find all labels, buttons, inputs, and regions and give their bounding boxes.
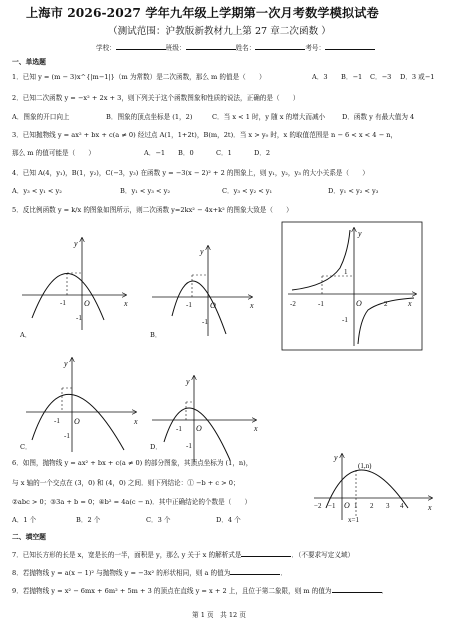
tick-y-neg1: -1 <box>76 314 82 322</box>
question-2-text: 2．已知二次函数 y = −x² + 2x + 3，则下列关于这个函数图象和性质的说法，正确的是（ ） <box>12 94 300 102</box>
graph-c-label[interactable]: C． <box>20 443 32 451</box>
question-8-tail: ． <box>280 569 287 577</box>
axis-of-symmetry-label: x=1 <box>348 516 359 524</box>
question-3-option-d[interactable]: D．2 <box>254 149 271 157</box>
question-3-option-a[interactable]: A．−1 <box>144 149 166 157</box>
name-field[interactable] <box>255 44 305 50</box>
question-4-text: 4．已知 A(4，y₁)，B(1，y₂)，C(−3，y₃) 在函数 y = −3(x − 2)² + 2 的图象上，则 y₁，y₂，y₃ 的大小关系是（ ） <box>12 169 369 177</box>
question-3-line-2: 那么 m 的值可能是（ ） <box>12 149 95 157</box>
school-field[interactable] <box>116 44 166 50</box>
page-footer: 第 1 页 共 12 页 <box>192 611 246 619</box>
tick-y-1: 1 <box>344 268 348 276</box>
question-5-graph-b <box>150 242 258 338</box>
origin-label: O <box>210 301 216 310</box>
name-label: 姓名： <box>235 44 256 52</box>
number-field[interactable] <box>325 44 375 50</box>
question-5-inverse-function-graph <box>282 222 422 350</box>
question-1-option-a[interactable]: A．3 <box>312 73 328 81</box>
origin-label: O <box>196 424 202 433</box>
tick-2: 2 <box>384 300 388 308</box>
tick-2: 2 <box>370 502 374 510</box>
question-4-option-d[interactable]: D．y₁ < y₂ < y₃ <box>328 187 379 195</box>
question-7-text: 7．已知长方形的长是 x，宽是长的一半，面积是 y，那么 y 关于 x 的解析式是 <box>12 551 242 559</box>
axis-y-label: y <box>334 453 338 462</box>
section-heading-fill-in: 二、填空题 <box>12 533 46 541</box>
question-7-tail: ．（不要求写定义域） <box>291 551 355 559</box>
tick-neg1: -1 <box>54 417 60 425</box>
tick-4: 4 <box>400 502 404 510</box>
question-3-option-c[interactable]: C．1 <box>216 149 232 157</box>
question-1-option-d[interactable]: D．3 或−1 <box>400 73 435 81</box>
axis-x-label: x <box>250 301 254 310</box>
question-2-option-c[interactable]: C．当 x < 1 时，y 随 x 的增大而减小 <box>212 113 326 121</box>
origin-label: O <box>84 299 90 308</box>
student-info-row <box>96 44 375 52</box>
tick-neg1: -1 <box>186 301 192 309</box>
question-6-line-1: 6．如图，抛物线 y = ax² + bx + c(a ≠ 0) 的部分图象，其顶点坐标为 (1，n)， <box>12 459 253 467</box>
class-field[interactable] <box>186 44 236 50</box>
tick-neg2: -2 <box>290 300 296 308</box>
origin-label: O <box>356 299 362 308</box>
origin-label: O <box>74 417 80 426</box>
question-2-option-a[interactable]: A．图象的开口向上 <box>12 113 70 121</box>
question-4-option-b[interactable]: B．y₁ < y₃ < y₂ <box>120 187 170 195</box>
tick-neg2: −2 <box>314 502 322 510</box>
number-label: 考号： <box>305 44 326 52</box>
tick-y-neg1: -1 <box>186 442 192 450</box>
school-label: 学校： <box>96 44 116 52</box>
tick-y-neg1: -1 <box>64 432 70 440</box>
tick-1: 1 <box>354 502 358 510</box>
question-7 <box>12 551 354 559</box>
axis-x-label: x <box>134 417 138 426</box>
tick-neg1: -1 <box>318 300 324 308</box>
axis-y-label: y <box>358 229 362 238</box>
axis-x-label: x <box>254 424 258 433</box>
question-1-option-c[interactable]: C．−3 <box>370 73 392 81</box>
tick-3: 3 <box>386 502 390 510</box>
question-6-option-b[interactable]: B．2 个 <box>76 516 101 524</box>
section-heading-single-choice: 一、单选题 <box>12 58 46 66</box>
axis-y-label: y <box>74 239 78 248</box>
tick-neg1: −1 <box>328 502 336 510</box>
axis-y-label: y <box>200 247 204 256</box>
question-5-graph-d <box>150 372 262 464</box>
question-6-option-a[interactable]: A．1 个 <box>12 516 37 524</box>
question-5-graph-c <box>24 354 142 454</box>
tick-y-neg1: -1 <box>342 316 348 324</box>
graph-d-label[interactable]: D． <box>150 443 162 451</box>
graph-a-label[interactable]: A． <box>20 331 32 339</box>
page-subtitle: （测试范围：沪教版新教材九上第 27 章二次函数 ） <box>108 26 331 37</box>
class-label: 班级： <box>165 44 186 52</box>
question-2-option-b[interactable]: B．图象的顶点坐标是 (1，2) <box>106 113 193 121</box>
axis-x-label: x <box>408 299 412 308</box>
question-6-parabola-figure <box>312 452 436 524</box>
tick-neg1: -1 <box>60 299 66 307</box>
question-9-tail: ． <box>381 587 389 595</box>
question-3-line-1: 3．已知抛物线 y = ax² + bx + c(a ≠ 0) 经过点 A(1，1+2t)，B(m，2t)．当 x > y₀ 时，x 的取值范围是 n − 6 < x < 4 − n， <box>12 131 398 139</box>
origin-label: O <box>344 501 350 510</box>
question-5-text: 5．反比例函数 y = k/x 的图象如图所示，则二次函数 y=2kx² − 4x+k² 的图象大致是（ ） <box>12 206 293 214</box>
axis-x-label: x <box>124 299 128 308</box>
question-8-answer-field[interactable] <box>230 569 280 575</box>
question-3-option-b[interactable]: B．0 <box>178 149 194 157</box>
question-2-option-d[interactable]: D．函数 y 有最大值为 4 <box>342 113 415 121</box>
axis-y-label: y <box>64 359 68 368</box>
axis-x-label: x <box>428 503 432 512</box>
tick-y-neg1: -1 <box>202 318 208 326</box>
question-6-option-c[interactable]: C．3 个 <box>146 516 171 524</box>
question-6-line-2: 与 x 轴的一个交点在 (3，0) 和 (4，0) 之间．则下列结论：① −b + c > 0； <box>12 479 240 487</box>
page-title: 上海市 2026-2027 学年九年级上学期第一次月考数学模拟试卷 <box>26 6 379 20</box>
tick-neg1: -1 <box>176 425 182 433</box>
question-4-option-c[interactable]: C．y₃ < y₂ < y₁ <box>222 187 273 195</box>
graph-b-label[interactable]: B． <box>150 331 162 339</box>
vertex-label: (1,n) <box>358 462 372 470</box>
question-1-text: 1．已知 y = (m − 3)x^{|m−1|}（m 为常数）是二次函数，那么 m 的值是（ ） <box>12 73 266 81</box>
question-8-text: 8．若抛物线 y = a(x − 1)² 与抛物线 y = −3x² 的形状相同，则 a 的值为 <box>12 569 231 577</box>
question-1-option-b[interactable]: B．−1 <box>341 73 363 81</box>
question-9-answer-field[interactable] <box>332 587 382 593</box>
axis-y-label: y <box>186 377 190 386</box>
question-4-option-a[interactable]: A．y₃ < y₁ < y₂ <box>12 187 62 195</box>
question-8 <box>12 569 287 577</box>
question-6-option-d[interactable]: D．4 个 <box>216 516 241 524</box>
question-6-line-3: ②abc > 0；③3a + b = 0；④b² = 4a(c − n)．其中正确结论的个数是（ ） <box>12 498 252 506</box>
question-9-text: 9．若抛物线 y = x² − 6mx + 6m² + 5m + 3 的顶点在直线 y = x + 2 上，且位于第二象限，则 m 的值为 <box>12 587 332 595</box>
question-7-answer-field[interactable] <box>241 551 291 557</box>
question-5-graph-a <box>20 234 132 332</box>
question-9 <box>12 587 388 595</box>
